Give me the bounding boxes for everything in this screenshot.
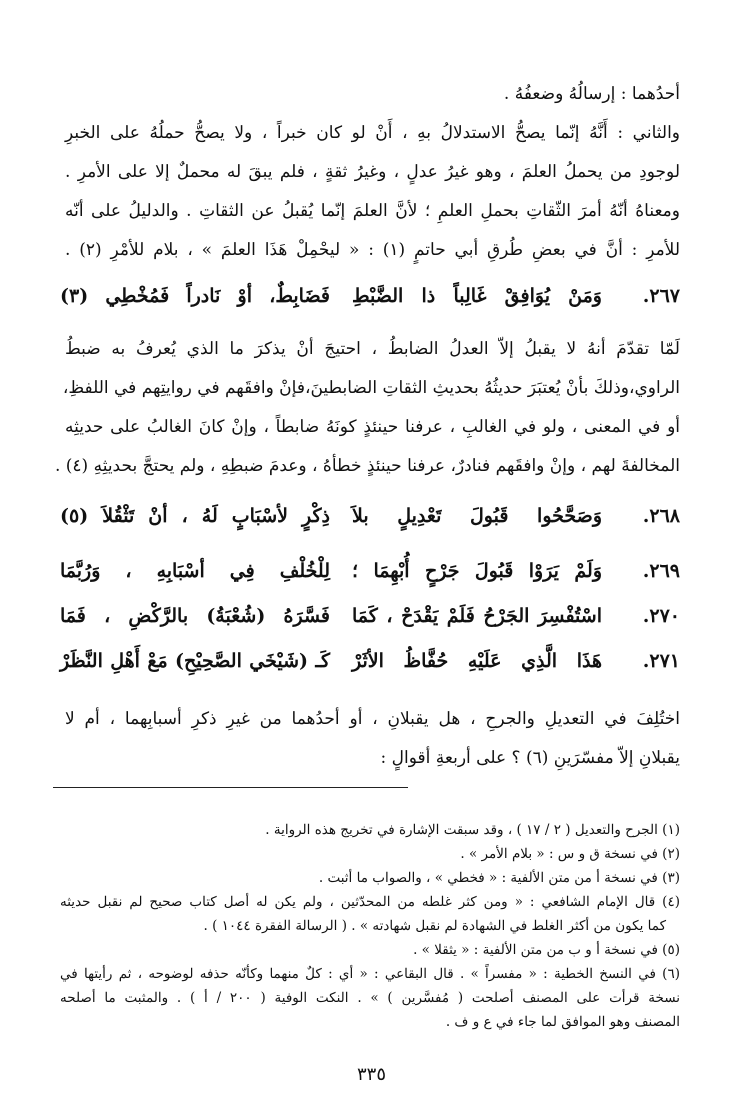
closing-paragraph [65, 700, 680, 778]
footnote-6-continued: نسخة قرأت على المصنف أصلحت ( مُفسَّرين ) » . النكت الوفية ( ٢٠٠ / أ ) . والمثبت ما أصلحه [60, 990, 680, 1006]
verse-268 [60, 505, 680, 543]
verse-269 [60, 560, 680, 598]
verse-number: ٢٧٠. [642, 605, 680, 627]
text-line: لوجودِ من يحملُ العلمَ ، وهو غيرُ عدلٍ ، وغيرُ ثقةٍ ، فلم يبقَ له محملٌ إلا على الأمرِ . [65, 162, 680, 182]
verse-number: ٢٦٧. [642, 285, 680, 307]
verse-number: ٢٦٨. [642, 505, 680, 527]
text-line: المخالفةَ لهم ، وإنْ وافقَهم فنادرٌ، عرفنا حينئذٍ خطأهُ ، وعدمَ ضبطِهِ ، ولم يحتجَّ بحديثِهِ (٤) . [54, 456, 680, 476]
footnote-6: (٦) في النسخ الخطية : « مفسراً » . قال البقاعي : « أي : كلٌ منهما وكأنّه حذفه لوضوحه ، ثم رأيتها في [60, 966, 680, 982]
text-line: أحدُهما : إرسالُهُ وضعفُهُ . [503, 84, 680, 104]
verse-270 [60, 605, 680, 643]
footnote-4: (٤) قال الإمام الشافعي : « ومن كثر غلطه من المحدّثين ، ولم يكن له أصل كتاب صحيح لم نقبل حديثه [60, 894, 680, 910]
text-line: يقبلانِ إلاّ مفسّرَينِ (٦) ؟ على أربعةِ أقوالٍ : [380, 748, 680, 768]
verse-hemistich-second: فَسَّرَهُ (شُعْبَةُ) بالرَّكْضِ ، فَمَا [60, 605, 330, 627]
footnote-6-continued: المصنف وهو الموافق لما جاء في ع و ف . [445, 1014, 680, 1030]
verse-hemistich-first: وَلَمْ يَرَوْا قَبُولَ جَرْحٍ أُبْهِمَا ؛ [352, 560, 602, 582]
footnote-separator [53, 787, 408, 788]
verse-hemistich-second: لِلْخُلْفِ فِي أسْبَابِهِ ، وَرُبَّمَا [60, 560, 330, 582]
verse-271 [60, 650, 680, 688]
footnote-4-continued: كما يكون من أكثر الغلط في الشهادة لم نقبل شهادته » . ( الرسالة الفقرة ١٠٤٤ ) . [203, 918, 666, 934]
page-number: ٣٣٥ [356, 1064, 386, 1085]
verse-hemistich-first: وَمَنْ يُوَافِقْ غَالِباً ذا الضَّبْطِ [352, 285, 602, 307]
text-line: لَمّا تقدّمَ أنهُ لا يقبلُ إلاّ العدلُ الضابطُ ، احتيجَ أنْ يذكرَ ما الذي يُعرفُ به ضبطُ [65, 339, 680, 359]
footnotes [60, 818, 680, 1034]
footnote-2: (٢) في نسخة ق و س : « بلام الأمر » . [460, 846, 680, 862]
text-line: اختُلِفَ في التعديلِ والجرحِ ، هل يقبلانِ ، أو أحدُهما من غيرِ ذكرِ أسبابِهما ، أم لا [65, 709, 680, 729]
text-line: الراوي،وذلكَ بأنْ يُعتبَرَ حديثُهُ بحديثِ الثقاتِ الضابطينَ،فإنْ وافقَهم في روايتِهم في اللفظِ، [62, 378, 680, 398]
footnote-1: (١) الجرح والتعديل ( ٢ / ١٧ ) ، وقد سبقت الإشارة في تخريج هذه الرواية . [265, 822, 680, 838]
text-line: أو في المعنى ، ولو في الغالبِ ، عرفنا حينئذٍ كونَهُ ضابطاً ، وإنْ كانَ الغالبُ على حديثِه [65, 417, 680, 437]
text-line: للأمرِ : أنَّ في بعضِ طُرقِ أبي حاتمٍ (١) : « ليحْمِلْ هَذَا العلمَ » ، بلام للأمْرِ (٢) . [65, 240, 681, 260]
verse-hemistich-first: وَصَحَّحُوا قَبُولَ تَعْدِيلٍ بلاَ [352, 505, 602, 527]
text-line: ومعناهُ أنّهُ أمرَ الثّقاتِ بحملِ العلمِ ؛ لأنَّ العلمَ إنّما يُقبلُ عن الثقاتِ . والدليلُ على أنّه [65, 201, 680, 221]
explanation-paragraph [54, 330, 680, 486]
verse-hemistich-second: فَضَابِطٌ، أوْ نَادراً فَمُخْطِي (٣) [60, 285, 330, 307]
verse-hemistich-first: هَذَا الَّذِي عَلَيْهِ حُفَّاظُ الأثَرْ [352, 650, 602, 672]
verse-hemistich-second: ذِكْرٍ لأسْبَابٍ لَهُ ، أنْ تَثْقُلاَ (٥) [60, 505, 330, 527]
verse-hemistich-first: اسْتُفْسِرَ الجَرْحُ فَلَمْ يَقْدَحْ ، كَمَا [352, 605, 602, 627]
verse-number: ٢٧١. [642, 650, 680, 672]
footnote-3: (٣) في نسخة أ من متن الألفية : « فخطي » ، والصواب ما أثبت . [318, 870, 680, 886]
verse-hemistich-second: كَـ (شَيْخَي الصَّحِيْحِ) مَعْ أَهْلِ النَّظَرْ [60, 650, 330, 672]
intro-paragraph [65, 75, 680, 270]
verse-number: ٢٦٩. [642, 560, 680, 582]
verse-267 [60, 285, 680, 323]
text-line: والثاني : أَنَّهُ إنّما يصحُّ الاستدلالُ بهِ ، أَنْ لو كان خبراً ، ولا يصحُّ حملُهُ على الخبرِ [65, 123, 680, 143]
footnote-5: (٥) في نسخة أ و ب من متن الألفية : « يثقلا » . [413, 942, 680, 958]
